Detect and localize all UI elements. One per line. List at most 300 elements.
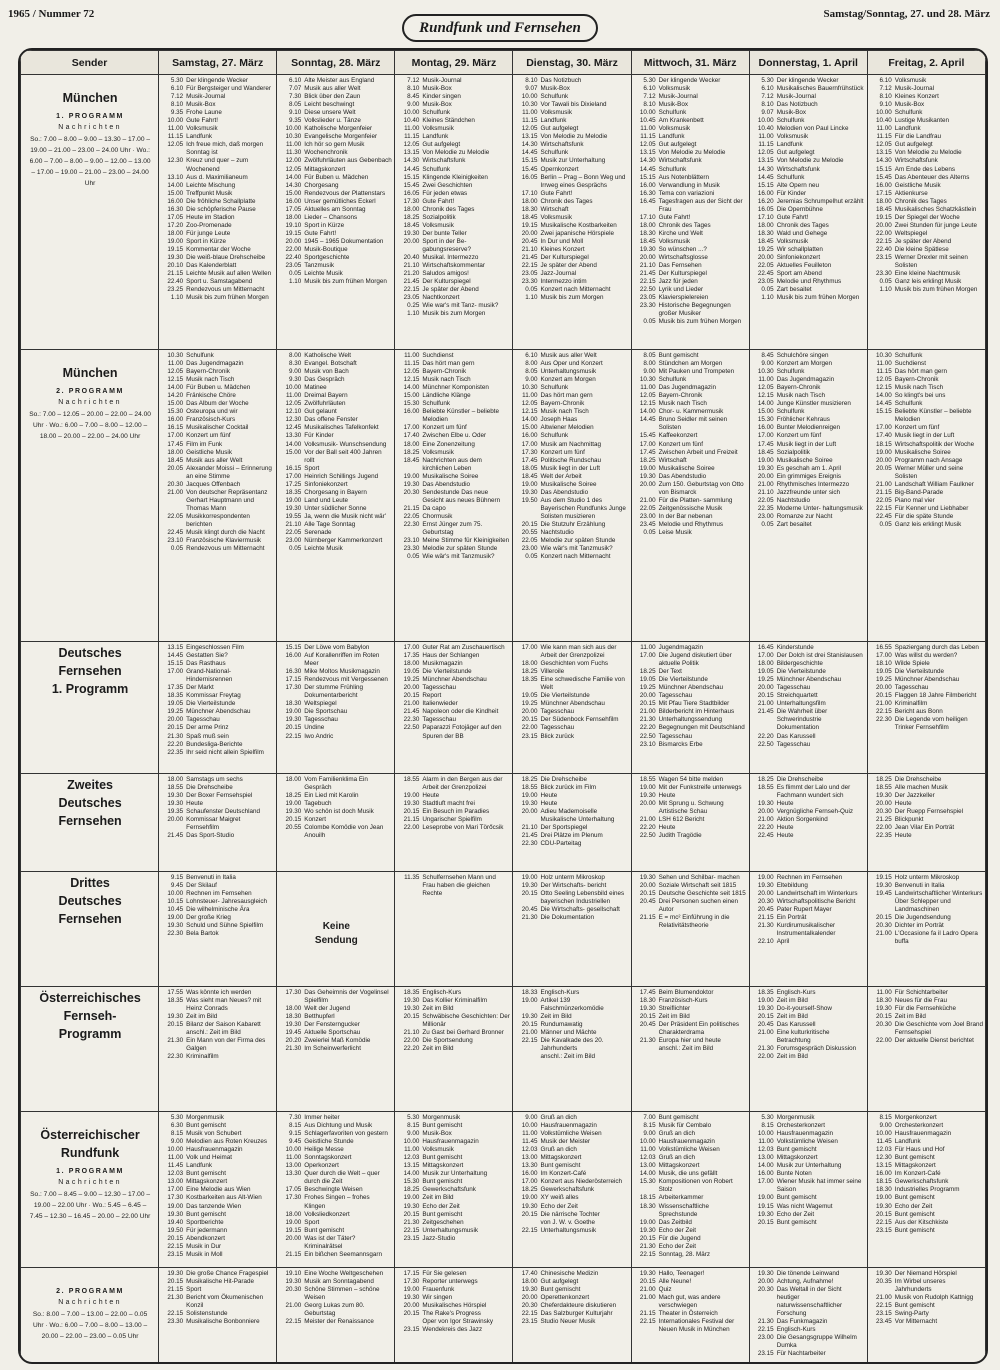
program-time: 16.55 bbox=[876, 644, 892, 651]
program-time: 19.30 bbox=[639, 1226, 656, 1234]
program-title: Gute Fahrt! bbox=[304, 229, 337, 237]
program-time: 18.15 bbox=[876, 440, 892, 448]
program-title: Der Boxer Fernsehspiel bbox=[186, 792, 253, 800]
program-time: 7.12 bbox=[170, 93, 184, 101]
program-time: 12.15 bbox=[876, 384, 892, 392]
program-time: 19.30 bbox=[285, 1021, 302, 1029]
program-time: 20.00 bbox=[757, 890, 774, 898]
program-title: Echo der Zeit bbox=[776, 1210, 815, 1218]
program-time: 18.00 bbox=[403, 660, 420, 668]
program-entry bbox=[753, 408, 865, 416]
program-title: Morgenmusik bbox=[776, 1114, 815, 1121]
program-time: 14.30 bbox=[639, 157, 656, 165]
program-title: Ihr seid nicht allein Spielfilm bbox=[186, 748, 264, 756]
program-entry bbox=[871, 222, 983, 230]
program-entry bbox=[280, 125, 392, 133]
program-title: Melodie und Rhythmus bbox=[658, 520, 723, 528]
program-entry bbox=[162, 449, 274, 457]
program-title: Aktienkurse bbox=[894, 189, 928, 197]
program-title: Villeroile bbox=[540, 668, 565, 676]
program-title: Münchner Abendschau bbox=[658, 684, 723, 692]
program-title: Wirtschaftspolitische Bericht bbox=[776, 898, 856, 906]
program-entry bbox=[516, 1294, 628, 1302]
program-entry bbox=[753, 457, 865, 465]
program-time: 22.15 bbox=[521, 1226, 538, 1234]
program-time: 22.15 bbox=[876, 1218, 892, 1226]
program-title: Alte Opern neu bbox=[776, 181, 820, 189]
program-entry bbox=[162, 1194, 274, 1202]
program-time: 20.15 bbox=[757, 692, 774, 700]
program-entry bbox=[635, 214, 747, 222]
program-entry bbox=[162, 1219, 274, 1227]
program-title: Zeit im Bild bbox=[186, 1013, 218, 1021]
program-title: Konzert um fünf bbox=[186, 432, 231, 440]
program-title: Frauenfunk bbox=[422, 1286, 455, 1294]
program-time: 22.15 bbox=[521, 1310, 538, 1318]
day-cell-friday bbox=[867, 1268, 985, 1365]
program-title: Das Karussell bbox=[776, 732, 816, 740]
program-time: 19.00 bbox=[285, 496, 302, 504]
program-title: Schulfunk bbox=[658, 109, 687, 117]
program-title: 1945 – 1965 Dokumentation bbox=[304, 237, 384, 245]
program-entry bbox=[162, 270, 274, 278]
program-title: Sport in der Be- gabungsreserve? bbox=[422, 237, 472, 253]
program-entry bbox=[635, 529, 747, 537]
program-time: 22.00 bbox=[403, 824, 420, 832]
program-entry bbox=[871, 360, 983, 368]
program-time: 20.15 bbox=[521, 716, 538, 724]
program-title: Musikalisches Hörspiel bbox=[422, 1302, 487, 1310]
program-entry bbox=[753, 206, 865, 214]
program-time: 17.05 bbox=[167, 213, 184, 221]
program-time: 12.05 bbox=[403, 368, 420, 376]
program-time: 8.15 bbox=[288, 1122, 302, 1130]
program-entry bbox=[635, 1154, 747, 1162]
program-title: Gewerkschaftsfunk bbox=[894, 1178, 949, 1186]
program-title: Gute Fahrt! bbox=[422, 197, 455, 205]
program-entry bbox=[516, 352, 628, 360]
program-time: 22.15 bbox=[167, 1310, 184, 1318]
program-time: 23.30 bbox=[167, 1318, 184, 1326]
program-entry bbox=[398, 816, 510, 824]
program-time: 5.30 bbox=[170, 1114, 184, 1121]
program-title: Das Jugendmagazin bbox=[186, 360, 244, 368]
news-times: So.: 7.00 – 8.00 – 9.00 – 13.30 – 17.00 – 19.00 – 21.00 – 23.00 – 24.00 Uhr · Wo.: 6.00 – 7.00 – 8.00 – 9.00 – 12.00 – 13.00 – 17.00 – 19.00 – 21.00 – 23.00 – 24.00 Uhr bbox=[29, 136, 151, 188]
program-entry bbox=[280, 465, 392, 473]
program-entry bbox=[516, 441, 628, 449]
program-title: Weltspiegel bbox=[304, 700, 337, 708]
program-time: 15.15 bbox=[876, 165, 892, 173]
program-time: 16.00 bbox=[757, 189, 774, 197]
program-entry bbox=[753, 989, 865, 997]
program-title: Melodien aus Roten Kreuzes bbox=[186, 1138, 267, 1146]
program-time: 20.00 bbox=[521, 808, 538, 816]
program-time: 10.00 bbox=[285, 384, 302, 392]
program-entry bbox=[398, 310, 510, 318]
program-time: 18.30 bbox=[285, 700, 302, 708]
program-title: Lyrik und Lieder bbox=[658, 286, 704, 294]
program-entry bbox=[516, 400, 628, 408]
program-entry bbox=[753, 1219, 865, 1227]
program-entry bbox=[398, 254, 510, 262]
program-time: 11.00 bbox=[758, 133, 774, 141]
program-time: 13.15 bbox=[876, 149, 892, 157]
program-entry bbox=[871, 254, 983, 270]
program-entry bbox=[871, 684, 983, 692]
program-entry bbox=[162, 432, 274, 440]
program-entry bbox=[871, 692, 983, 700]
program-entry bbox=[516, 660, 628, 668]
program-entry bbox=[753, 182, 865, 190]
program-time: 8.05 bbox=[288, 101, 302, 109]
program-time: 19.30 bbox=[167, 1013, 184, 1021]
program-time: 20.00 bbox=[757, 1278, 774, 1286]
program-time: 10.00 bbox=[403, 109, 420, 117]
program-time: 17.00 bbox=[757, 432, 774, 440]
program-title: Volksmusik bbox=[894, 77, 927, 84]
program-entry bbox=[871, 505, 983, 513]
program-entry bbox=[753, 644, 865, 652]
program-entry bbox=[635, 302, 747, 318]
program-title: Die Stutzuhr Erzählung bbox=[540, 520, 606, 528]
program-time: 10.30 bbox=[167, 352, 184, 359]
program-entry bbox=[162, 1294, 274, 1310]
program-time: 17.40 bbox=[521, 1270, 538, 1277]
program-entry bbox=[162, 874, 274, 882]
program-title: Romanze zur Nacht bbox=[776, 512, 833, 520]
program-time: 14.00 bbox=[639, 408, 656, 416]
program-entry bbox=[280, 77, 392, 85]
program-title: Bayern-Chronik bbox=[540, 400, 585, 408]
program-entry bbox=[635, 1178, 747, 1194]
program-entry bbox=[280, 198, 392, 206]
program-title: Wie war's mit Tanz- musik? bbox=[422, 302, 499, 310]
program-title: Schulfunk bbox=[422, 109, 451, 117]
program-time: 10.00 bbox=[403, 1138, 420, 1146]
program-time: 6.10 bbox=[288, 77, 302, 84]
program-title: Das hört man gern bbox=[894, 368, 947, 376]
program-title: Gut aufgelegt bbox=[540, 1278, 579, 1286]
station-cell bbox=[21, 1268, 159, 1365]
program-time: 19.50 bbox=[167, 1226, 184, 1234]
program-time: 10.00 bbox=[285, 125, 302, 133]
program-entry bbox=[162, 408, 274, 416]
day-cell-thursday bbox=[749, 774, 867, 872]
program-entry bbox=[516, 733, 628, 741]
program-title: Konzert am Morgen bbox=[540, 376, 596, 384]
program-title: Eine schwedische Familie von Welt bbox=[540, 676, 625, 692]
program-entry bbox=[516, 206, 628, 214]
program-entry bbox=[162, 1270, 274, 1278]
program-time: 16.00 bbox=[403, 408, 420, 416]
program-time: 20.15 bbox=[285, 724, 302, 732]
program-title: Musik-Journal bbox=[658, 93, 698, 101]
program-entry bbox=[871, 1170, 983, 1178]
program-entry bbox=[280, 808, 392, 816]
program-time: 19.30 bbox=[285, 504, 302, 512]
program-time: 10.30 bbox=[521, 101, 538, 109]
program-entry bbox=[162, 416, 274, 424]
program-entry bbox=[162, 174, 274, 182]
program-time: 21.30 bbox=[403, 1218, 420, 1226]
program-time: 22.45 bbox=[757, 270, 774, 278]
program-entry bbox=[280, 85, 392, 93]
program-time: 9.00 bbox=[525, 1114, 538, 1121]
day-cell-wednesday bbox=[631, 350, 749, 642]
program-entry bbox=[280, 505, 392, 513]
program-time: 19.30 bbox=[757, 1005, 774, 1013]
program-entry bbox=[280, 392, 392, 400]
program-time bbox=[516, 1219, 540, 1227]
program-time: 21.10 bbox=[757, 488, 774, 496]
program-time: 15.30 bbox=[403, 1178, 420, 1186]
program-entry bbox=[635, 784, 747, 792]
program-entry bbox=[398, 800, 510, 808]
program-entry bbox=[162, 278, 274, 286]
program-time: 21.30 bbox=[639, 1037, 656, 1045]
program-title: Heute bbox=[540, 792, 558, 800]
program-title: Konzert um fünf bbox=[894, 424, 940, 432]
program-entry bbox=[398, 1138, 510, 1146]
program-time: 18.25 bbox=[639, 668, 656, 676]
program-time: 15.45 bbox=[639, 432, 656, 440]
program-title: Haus der Schlangen bbox=[422, 652, 480, 660]
program-entry bbox=[871, 1130, 983, 1138]
program-entry bbox=[635, 700, 747, 708]
program-time: 17.00 bbox=[521, 1178, 538, 1186]
program-time: 19.30 bbox=[167, 800, 184, 808]
program-entry bbox=[871, 700, 983, 708]
program-title: Chronik des Tages bbox=[658, 221, 711, 229]
program-time: 20.45 bbox=[757, 906, 774, 914]
program-time: 8.45 bbox=[407, 93, 420, 101]
program-time: 19.25 bbox=[757, 245, 774, 253]
program-entry bbox=[398, 1211, 510, 1219]
program-title: Es flimmt der Lalo und der Fachmann wundert sich bbox=[776, 784, 851, 800]
program-time: 19.00 bbox=[403, 792, 420, 800]
program-entry bbox=[635, 874, 747, 882]
program-entry bbox=[280, 521, 392, 529]
program-entry bbox=[516, 125, 628, 133]
program-time: 19.15 bbox=[876, 874, 892, 881]
program-title: Für Sie gelesen bbox=[422, 1270, 467, 1277]
program-title: Soziale Wirtschaft seit 1815 bbox=[658, 882, 737, 890]
program-entry bbox=[635, 318, 747, 326]
program-title: Bunt gemischt bbox=[658, 1114, 699, 1121]
program-title: Schulfunk bbox=[422, 165, 451, 173]
program-time: 1.10 bbox=[879, 286, 892, 294]
program-title: Alle Neune! bbox=[658, 1278, 692, 1286]
program-time: 12.10 bbox=[285, 408, 302, 416]
program-time: 21.00 bbox=[757, 816, 774, 824]
program-time: 21.15 bbox=[876, 488, 892, 496]
program-time: 19.00 bbox=[285, 1218, 302, 1226]
program-title: Für jeden etwas bbox=[422, 189, 468, 197]
program-time: 17.05 bbox=[285, 1186, 302, 1194]
day-cell-monday bbox=[395, 872, 513, 987]
station-name: München bbox=[62, 366, 118, 380]
program-time: 9.00 bbox=[288, 368, 302, 376]
program-title: Aus d. Maximilianeum bbox=[186, 173, 248, 181]
program-time: 11.00 bbox=[167, 360, 184, 368]
program-title: Unterhaltungsfilm bbox=[776, 700, 826, 708]
program-time: 19.30 bbox=[876, 1270, 892, 1277]
program-entry bbox=[280, 149, 392, 157]
program-entry bbox=[280, 1186, 392, 1194]
program-title: Für die Platten- sammlung bbox=[658, 496, 733, 504]
program-entry bbox=[516, 1146, 628, 1154]
program-entry bbox=[871, 1270, 983, 1278]
program-entry bbox=[162, 424, 274, 432]
program-time: 18.30 bbox=[757, 229, 774, 237]
program-time: 9.07 bbox=[761, 109, 774, 117]
program-title: Bunt gemischt bbox=[894, 1226, 935, 1234]
day-cell-sunday bbox=[277, 642, 395, 774]
program-time: 10.00 bbox=[876, 1130, 892, 1138]
station-name: München bbox=[62, 91, 118, 105]
program-title: Heute bbox=[540, 800, 558, 808]
program-time: 15.15 bbox=[167, 660, 184, 668]
program-title: Wie kann man sich aus der Arbeit der Grenzpolizei bbox=[540, 644, 617, 660]
program-title: Englisch-Kurs bbox=[422, 989, 462, 996]
program-title: Meine Stimme für Kleinigkeiten bbox=[422, 537, 510, 545]
program-title: Volksmusik bbox=[776, 237, 809, 245]
program-title: von J. W. v. Goethe bbox=[540, 1218, 595, 1226]
program-title: Die närrische Tochter bbox=[540, 1210, 600, 1218]
program-title: Wirtschaftskommentar bbox=[422, 262, 485, 270]
program-entry bbox=[635, 1037, 747, 1045]
program-entry bbox=[398, 157, 510, 165]
program-time: 21.00 bbox=[876, 1294, 892, 1302]
program-title: Der Präsident Ein politisches Charakterdrama bbox=[658, 1021, 740, 1037]
program-time: 0.05 bbox=[643, 529, 656, 537]
program-entry bbox=[162, 1186, 274, 1194]
program-time: 14.45 bbox=[639, 416, 656, 424]
program-entry bbox=[753, 384, 865, 392]
program-entry bbox=[280, 537, 392, 545]
program-title: Opernkonzert bbox=[540, 165, 579, 173]
program-entry bbox=[635, 465, 747, 473]
program-title: Ein Besuch im Paradies bbox=[422, 808, 490, 816]
program-time: 19.30 bbox=[285, 716, 302, 724]
program-title: Bunt gemischt bbox=[186, 1170, 227, 1178]
program-entry bbox=[516, 481, 628, 489]
program-time: 20.30 bbox=[167, 480, 184, 488]
program-time: 14.00 bbox=[403, 1170, 420, 1178]
program-time: 18.55 bbox=[876, 784, 892, 792]
program-entry bbox=[635, 1243, 747, 1251]
program-entry bbox=[635, 254, 747, 262]
program-time: 18.45 bbox=[167, 456, 184, 464]
day-cell-monday bbox=[395, 1112, 513, 1268]
day-cell-sunday bbox=[277, 350, 395, 642]
program-time: 19.00 bbox=[757, 456, 774, 464]
program-title: Der Skilauf bbox=[186, 882, 217, 890]
program-title: Treffpunkt Musik bbox=[186, 189, 233, 197]
program-time: 19.45 bbox=[285, 1029, 302, 1037]
program-entry bbox=[635, 1286, 747, 1294]
program-title: Bunt gemischt bbox=[422, 1178, 463, 1186]
program-entry bbox=[162, 997, 274, 1013]
program-title: Bericht vom Ökumenischen Konzil bbox=[186, 1294, 264, 1310]
program-title: Das Weltall in der Sicht heutiger naturwissenschaftlicher Forschung bbox=[776, 1286, 843, 1318]
program-time: 10.00 bbox=[876, 109, 892, 117]
program-title: The Rake's Progress bbox=[422, 1310, 481, 1318]
program-title: Sinfoniekonzert bbox=[304, 480, 348, 488]
program-title: Tagesschau bbox=[776, 684, 811, 692]
program-title: Berlin – Prag – Bonn Weg und Irrweg eines Gesprächs bbox=[540, 173, 626, 189]
program-time: 19.30 bbox=[521, 882, 538, 890]
program-entry bbox=[398, 1310, 510, 1318]
column-header-tuesday: Dienstag, 30. März bbox=[513, 51, 631, 75]
program-entry bbox=[398, 1294, 510, 1302]
program-time: 18.15 bbox=[876, 1178, 892, 1186]
program-entry bbox=[753, 1178, 865, 1194]
program-title: Im Wirbel unseres Jahrhunderts bbox=[894, 1278, 946, 1294]
program-title: Swing-Party bbox=[894, 1310, 929, 1318]
program-entry bbox=[871, 230, 983, 238]
day-cell-saturday bbox=[159, 1268, 277, 1365]
program-time: 17.30 bbox=[285, 989, 302, 996]
program-title: Reporter unterwegs bbox=[422, 1278, 478, 1286]
program-time: 21.10 bbox=[403, 262, 420, 270]
program-time: 22.35 bbox=[167, 748, 184, 756]
program-entry bbox=[635, 505, 747, 513]
program-time: 20.15 bbox=[403, 692, 420, 700]
program-entry bbox=[398, 384, 510, 392]
program-entry bbox=[398, 1146, 510, 1154]
program-title: Kaffeekonzert bbox=[658, 432, 698, 440]
program-entry bbox=[280, 376, 392, 384]
program-title: Zum 150. Geburtstag von Otto von Bismarck bbox=[658, 480, 744, 496]
program-title: Zwei Geschichten bbox=[422, 181, 473, 189]
program-title: Beim Blumendoktor bbox=[658, 989, 714, 996]
program-title: Kompositionen von Robert Stolz bbox=[658, 1178, 733, 1194]
program-time: 20.00 bbox=[285, 237, 302, 245]
program-time: 21.30 bbox=[757, 922, 774, 930]
program-entry bbox=[635, 408, 747, 416]
program-time: 14.00 bbox=[285, 440, 302, 448]
program-time: 14.00 bbox=[757, 1162, 774, 1170]
program-entry bbox=[516, 1302, 628, 1310]
program-time: 8.45 bbox=[761, 352, 774, 359]
program-entry bbox=[398, 660, 510, 668]
day-cell-tuesday bbox=[513, 75, 631, 350]
program-time: 11.00 bbox=[167, 1154, 184, 1162]
program-title: Geistliche Musik bbox=[186, 448, 232, 456]
program-time: 8.00 bbox=[643, 360, 656, 368]
program-entry bbox=[871, 384, 983, 392]
program-entry bbox=[753, 392, 865, 400]
program-title: Achtung, Aufnahme! bbox=[776, 1278, 834, 1286]
station-name: Österreichisches Fernseh- Programm bbox=[39, 991, 141, 1041]
program-title: Alle machen Musik bbox=[894, 784, 948, 792]
program-time: 22.15 bbox=[876, 708, 892, 716]
program-time: 22.15 bbox=[167, 1242, 184, 1250]
program-title: Ganz leis erklingt Musik bbox=[894, 278, 962, 286]
program-entry bbox=[280, 513, 392, 521]
program-time: 16.05 bbox=[757, 205, 774, 213]
program-entry bbox=[280, 1122, 392, 1130]
program-time: 1.10 bbox=[288, 278, 302, 286]
program-title: Adieu Mademoiselle Musikalische Unterhaltung bbox=[540, 808, 615, 824]
program-time: 19.25 bbox=[521, 700, 538, 708]
program-time: 7.12 bbox=[407, 77, 420, 84]
program-title: Italienwieder bbox=[422, 700, 458, 708]
program-entry bbox=[280, 133, 392, 141]
program-title: Das offene Fenster bbox=[304, 416, 358, 424]
program-entry bbox=[516, 432, 628, 440]
